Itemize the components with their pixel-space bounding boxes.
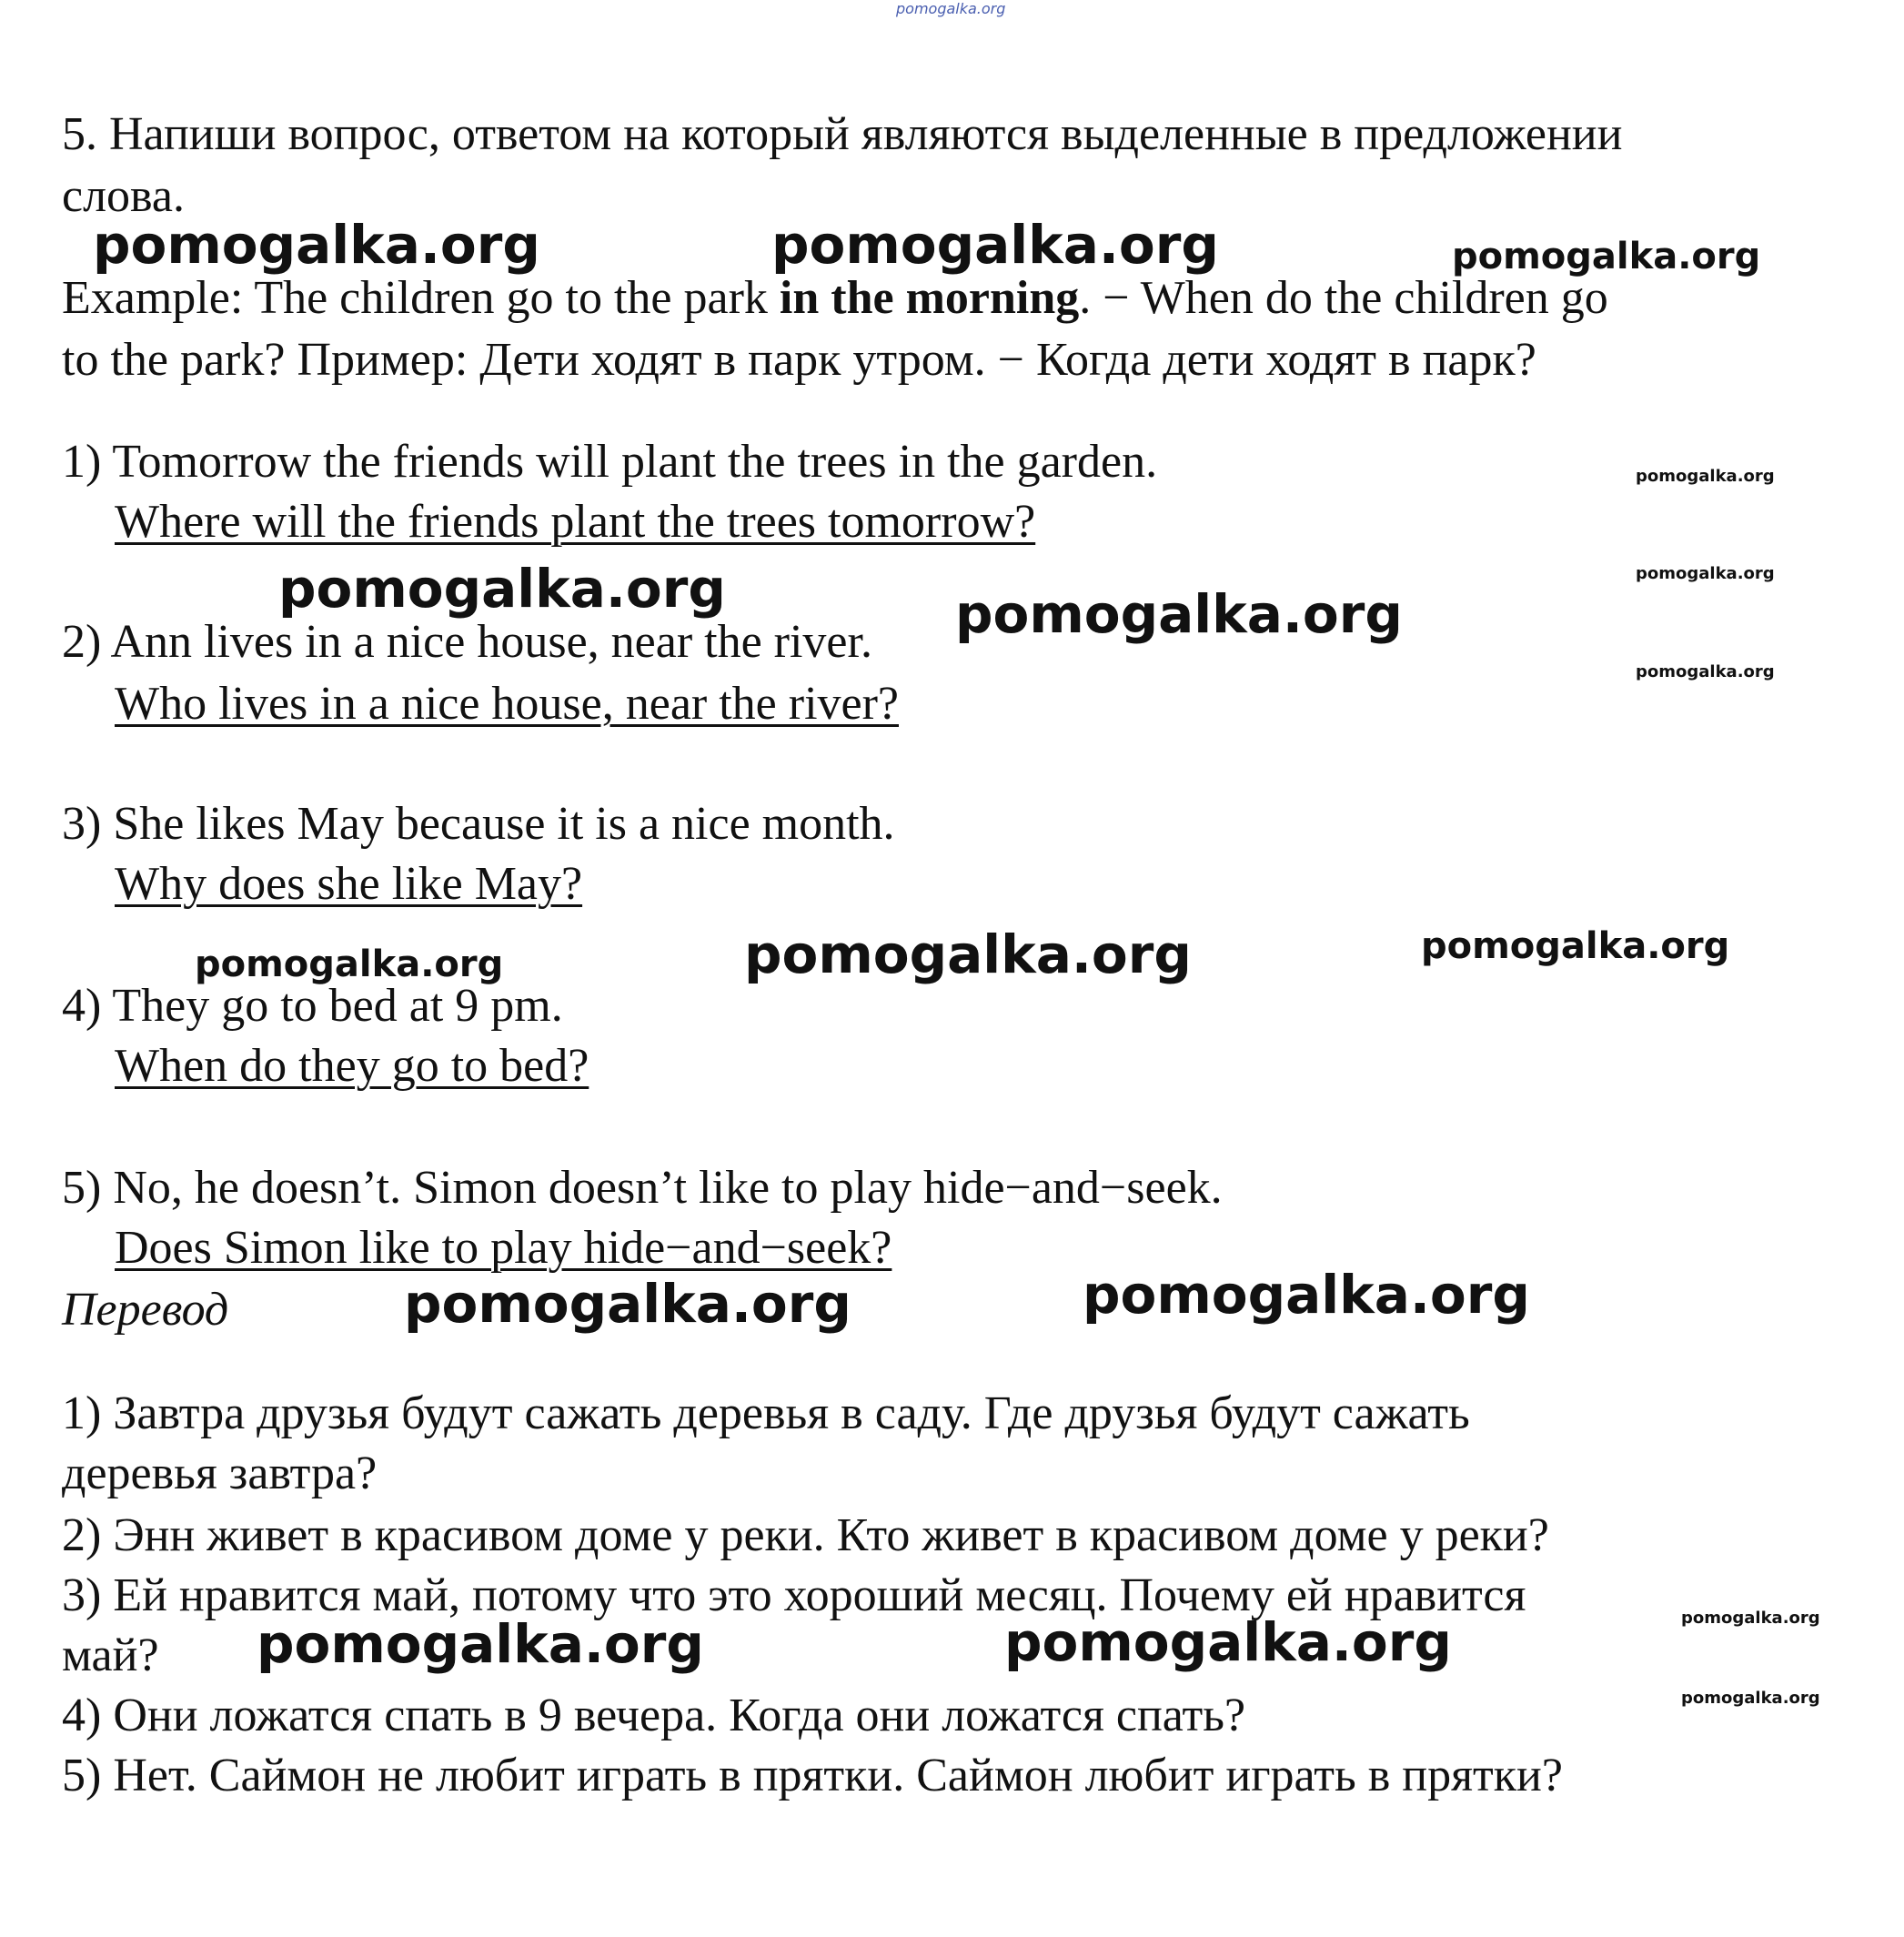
watermark: pomogalka.org [771,214,1219,276]
watermark: pomogalka.org [1636,564,1775,583]
watermark: pomogalka.org [744,923,1192,985]
item-4-sentence: 4) They go to bed at 9 pm. [62,980,563,1032]
watermark-top: pomogalka.org [896,0,1006,17]
watermark: pomogalka.org [955,583,1403,645]
watermark: pomogalka.org [195,943,504,985]
translation-line-3: 2) Энн живет в красивом доме у реки. Кто живет в красивом доме у реки? [62,1509,1549,1561]
watermark: pomogalka.org [1004,1611,1452,1673]
translation-line-4: 3) Ей нравится май, потому что это хороший месяц. Почему ей нравится [62,1569,1526,1621]
example-highlight: in the morning [779,272,1080,324]
item-1-answer: Where will the friends plant the trees tomorrow? [115,496,1036,548]
item-2-sentence: 2) Ann lives in a nice house, near the river. [62,616,872,668]
item-2-answer: Who lives in a nice house, near the river? [115,678,899,730]
example-line2: to the park? Пример: Дети ходят в парк утром. − Когда дети ходят в парк? [62,334,1536,386]
example-line1 [62,271,1608,326]
watermark: pomogalka.org [1083,1264,1530,1326]
item-5-answer: Does Simon like to play hide−and−seek? [115,1222,892,1274]
example-suffix: . − When do the children go [1079,272,1608,324]
watermark: pomogalka.org [1681,1689,1820,1708]
translation-heading: Перевод [62,1284,229,1336]
translation-line-1: 1) Завтра друзья будут сажать деревья в саду. Где друзья будут сажать [62,1387,1470,1439]
translation-line-2: деревья завтра? [62,1448,378,1499]
watermark: pomogalka.org [404,1273,851,1335]
item-3-sentence: 3) She likes May because it is a nice month. [62,798,895,850]
item-4-answer: When do they go to bed? [115,1040,589,1092]
example-prefix: Example: The children go to the park [62,272,780,324]
item-1-sentence: 1) Tomorrow the friends will plant the trees in the garden. [62,436,1158,488]
watermark: pomogalka.org [1452,236,1761,277]
translation-line-5: май? [62,1629,159,1681]
item-3-answer: Why does she like May? [115,858,583,910]
translation-line-7: 5) Нет. Саймон не любит играть в прятки. Саймон любит играть в прятки? [62,1750,1563,1801]
watermark: pomogalka.org [278,558,726,620]
task-title-line1: 5. Напиши вопрос, ответом на который являются выделенные в предложении [62,108,1623,160]
watermark: pomogalka.org [93,214,540,276]
watermark: pomogalka.org [257,1613,704,1675]
task-title-line2: слова. [62,170,185,222]
watermark: pomogalka.org [1421,925,1730,967]
watermark: pomogalka.org [1636,467,1775,486]
item-5-sentence: 5) No, he doesn’t. Simon doesn’t like to play hide−and−seek. [62,1162,1223,1214]
watermark: pomogalka.org [1636,662,1775,681]
watermark: pomogalka.org [1681,1609,1820,1628]
translation-line-6: 4) Они ложатся спать в 9 вечера. Когда они ложатся спать? [62,1690,1246,1741]
